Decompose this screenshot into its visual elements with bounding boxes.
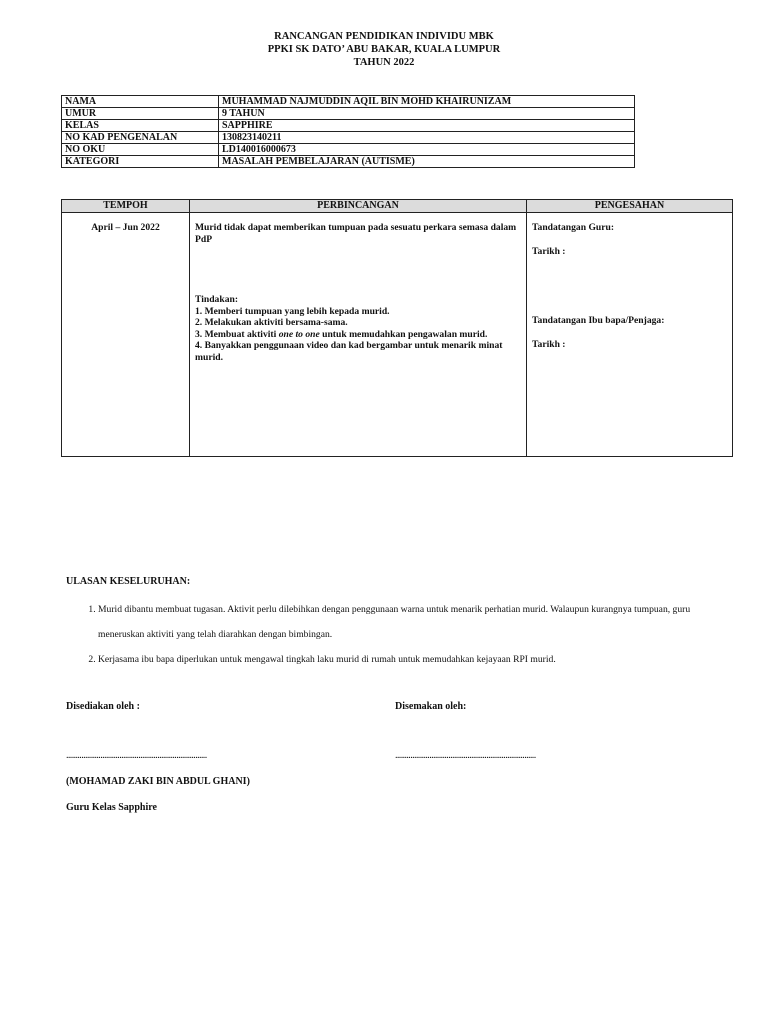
parent-signature-label: Tandatangan Ibu bapa/Penjaga: (532, 315, 665, 326)
teacher-role: Guru Kelas Sapphire (66, 802, 157, 813)
signature-line-left: .......................................................................... (66, 750, 207, 761)
info-value: MUHAMMAD NAJMUDDIN AQIL BIN MOHD KHAIRUNIZAM (219, 96, 635, 108)
header-school: PPKI SK DATO’ ABU BAKAR, KUALA LUMPUR (267, 44, 501, 55)
info-value: 130823140211 (219, 132, 635, 144)
header-tempoh: TEMPOH (62, 200, 190, 213)
header-title: RANCANGAN PENDIDIKAN INDIVIDU MBK (274, 31, 494, 42)
ulasan-title: ULASAN KESELURUHAN: (66, 576, 191, 587)
action-item: 1. Memberi tumpuan yang lebih kepada murid. (195, 305, 390, 317)
info-label: NO OKU (62, 144, 219, 156)
action-item: 2. Melakukan aktiviti bersama-sama. (195, 317, 348, 328)
plan-header-row (62, 200, 733, 213)
student-info-table (61, 95, 635, 168)
document-header (0, 30, 768, 69)
info-row-nama (62, 96, 635, 108)
action-item: 3. Membuat aktiviti one to one untuk memudahkan pengawalan murid. (195, 328, 488, 340)
tindakan-label: Tindakan: (195, 294, 239, 305)
ulasan-item: 1. Murid dibantu membuat tugasan. Aktivit perlu dilebihkan dengan penggunaan warna untuk menarik perhatian murid. Walaupun kurangnya tumpuan, guru meneruskan aktiviti yang telah diarahkan dengan bimbingan. (98, 597, 738, 647)
action-item: 4. Banyakkan penggunaan video dan kad bergambar untuk menarik minat murid. (195, 340, 503, 363)
plan-table (61, 199, 733, 457)
tempoh-value: April – Jun 2022 (91, 222, 160, 233)
ulasan-item: 2. Kerjasama ibu bapa diperlukan untuk mengawal tingkah laku murid di rumah untuk memudahkan kejayaan RPI murid. (98, 647, 738, 672)
info-value: MASALAH PEMBELAJARAN (AUTISME) (219, 156, 635, 168)
info-row-ic (62, 132, 635, 144)
header-pengesahan: PENGESAHAN (527, 200, 733, 213)
info-value: 9 TAHUN (219, 108, 635, 120)
header-perbincangan: PERBINCANGAN (190, 200, 527, 213)
plan-body-row (62, 213, 733, 457)
ulasan-list (66, 597, 738, 672)
tempoh-cell (62, 213, 190, 457)
info-row-oku (62, 144, 635, 156)
italic-phrase: one to one (278, 328, 320, 340)
header-year: TAHUN 2022 (353, 57, 415, 68)
prepared-by-label: Disediakan oleh : (66, 701, 140, 712)
issue-text: Murid tidak dapat memberikan tumpuan pada sesuatu perkara semasa dalam PdP (195, 222, 517, 245)
info-row-umur (62, 108, 635, 120)
teacher-name: (MOHAMAD ZAKI BIN ABDUL GHANI) (66, 776, 250, 787)
info-value: SAPPHIRE (219, 120, 635, 132)
info-label: NO KAD PENGENALAN (62, 132, 219, 144)
signature-line-right: .......................................................................... (395, 750, 536, 761)
info-row-kategori (62, 156, 635, 168)
info-value: LD140016000673 (219, 144, 635, 156)
info-row-kelas (62, 120, 635, 132)
teacher-signature-label: Tandatangan Guru: (532, 222, 615, 233)
checked-by-label: Disemakan oleh: (395, 701, 467, 712)
info-label: UMUR (62, 108, 219, 120)
info-label: NAMA (62, 96, 219, 108)
perbincangan-cell (190, 213, 527, 457)
date-label: Tarikh : (532, 245, 566, 257)
date-label: Tarikh : (532, 338, 566, 350)
pengesahan-cell (527, 213, 733, 457)
info-label: KELAS (62, 120, 219, 132)
info-label: KATEGORI (62, 156, 219, 168)
